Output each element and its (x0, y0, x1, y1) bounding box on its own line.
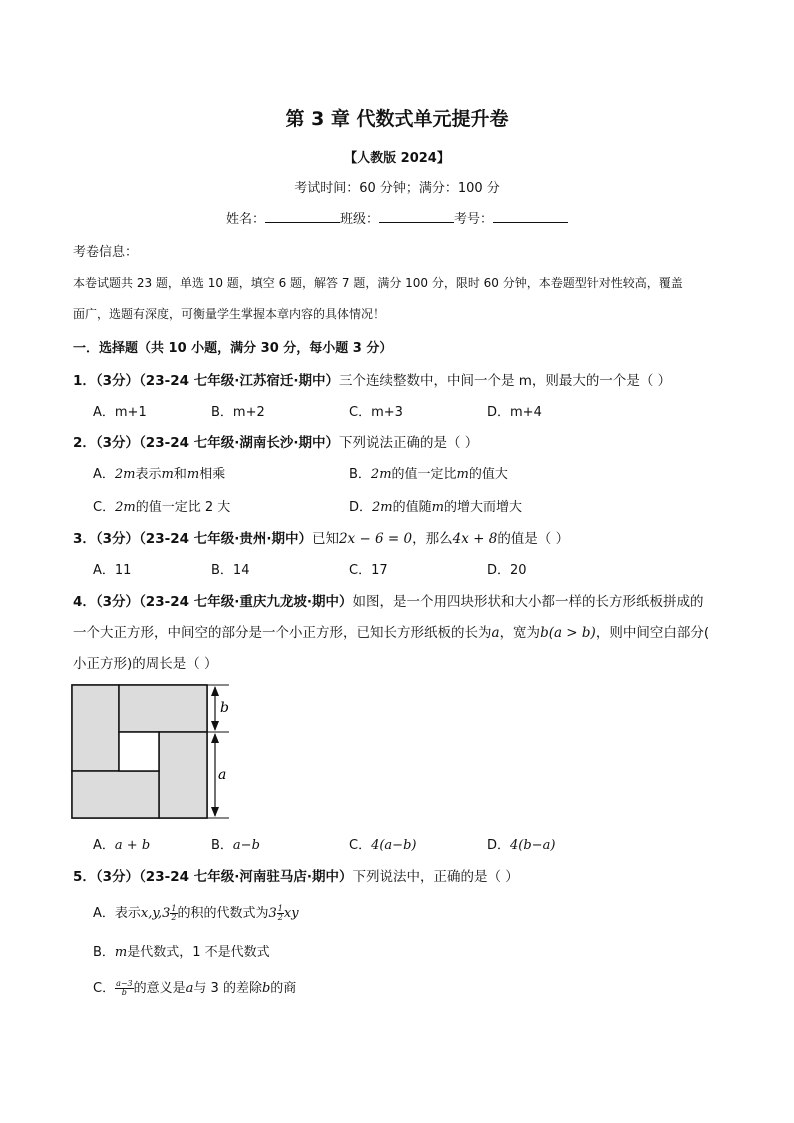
question-score: （3分） (95, 373, 140, 389)
class-blank[interactable] (379, 210, 454, 223)
arrow-down-icon (211, 807, 219, 817)
question-2 (73, 431, 478, 451)
question-4-line-2: 一个大正方形，中间空的部分是一个小正方形，已知长方形纸板的长为a，宽为b(a > b)，则中间空白部分( (73, 625, 710, 641)
student-id-line (0, 208, 794, 227)
question-score: （3分） (95, 531, 140, 547)
q2-option-a[interactable]: A．2m表示m和m相乘 (93, 467, 226, 482)
section-heading: 一．选择题（共 10 小题，满分 30 分，每小题 3 分） (73, 341, 393, 356)
question-source: （23-24 七年级·贵州·期中） (139, 531, 312, 547)
rect-top-left (72, 685, 119, 771)
q4-option-d[interactable]: D．4(b−a) (487, 838, 556, 853)
arrow-down-icon (211, 721, 219, 731)
rect-top-right (119, 685, 207, 732)
equation: 2x − 6 = 0 (338, 531, 413, 547)
expression: 4x + 8 (452, 531, 498, 547)
question-5 (73, 865, 519, 885)
question-number: 4． (73, 594, 96, 610)
question-1 (73, 369, 671, 389)
q4-option-b[interactable]: B．a−b (211, 838, 260, 853)
name-label: 姓名： (225, 212, 265, 227)
page-title: 第 3 章 代数式单元提升卷 (285, 108, 509, 130)
q5-option-c[interactable]: C． $\frac{a-3}{b}$ 的意义是a与 3 的差除b的商 (93, 979, 297, 997)
inner-square (119, 732, 159, 771)
question-number: 1． (73, 373, 96, 389)
question-number: 3． (73, 531, 96, 547)
q2-option-b[interactable]: B．2m的值一定比m的值大 (349, 467, 508, 482)
question-4: 4．（3分）（23-24 七年级·重庆九龙坡·期中）如图，是一个用四块形状和大小都一样的长方形纸板拼成的 (73, 594, 704, 610)
q3-option-b[interactable]: B．14 (211, 563, 250, 578)
q3-option-a[interactable]: A．11 (93, 563, 132, 578)
rect-bottom-left (72, 771, 159, 818)
question-text: 下列说法中，正确的是（ ） (352, 869, 519, 885)
rect-bottom-right (159, 732, 207, 818)
exam-no-blank[interactable] (493, 210, 568, 223)
question-number: 5． (73, 869, 96, 885)
q1-option-d[interactable]: D．m+4 (487, 405, 542, 420)
q5-option-b[interactable]: B．m是代数式，1 不是代数式 (93, 945, 270, 960)
class-label: 班级： (339, 212, 379, 227)
q4-option-c[interactable]: C．4(a−b) (349, 838, 417, 853)
q3-option-d[interactable]: D．20 (487, 563, 527, 578)
question-text: 三个连续整数中，中间一个是 m，则最大的一个是（ ） (338, 373, 672, 389)
arrow-up-icon (211, 686, 219, 696)
arrow-up-icon (211, 733, 219, 743)
label-b: b (220, 700, 229, 716)
question-score: （3分） (95, 435, 140, 451)
info-line-2: 面广，选题有深度，可衡量学生掌握本章内容的具体情况！ (73, 307, 386, 321)
label-a: a (218, 767, 227, 783)
q2-option-d[interactable]: D．2m的值随m的增大而增大 (349, 500, 522, 515)
q1-option-b[interactable]: B．m+2 (211, 405, 265, 420)
q3-option-c[interactable]: C．17 (349, 563, 388, 578)
q4-option-a[interactable]: A．a + b (93, 838, 151, 853)
question-3: 3．（3分）（23-24 七年级·贵州·期中）已知2x − 6 = 0，那么4x + 8的值是（ ） (73, 531, 570, 547)
question-score: （3分） (95, 594, 140, 610)
exam-no-label: 考号： (454, 212, 494, 227)
name-blank[interactable] (265, 210, 340, 223)
q1-option-a[interactable]: A．m+1 (93, 405, 147, 420)
q5-option-a[interactable]: A．表示x,y,3 $\frac{1}{2}$ 的积的代数式为3 $\frac{1}{2}$ xy (93, 904, 299, 922)
info-line-1: 本卷试题共 23 题，单选 10 题，填空 6 题，解答 7 题，满分 100 分，限时 60 分钟，本卷题型针对性较高，覆盖 (73, 276, 683, 290)
exam-time: 考试时间：60 分钟；满分：100 分 (294, 181, 500, 196)
edition-label: 【人教版 2024】 (344, 151, 450, 166)
question-4-line-3: 小正方形)的周长是（ ） (73, 656, 218, 672)
square-figure (71, 684, 233, 820)
q1-option-c[interactable]: C．m+3 (349, 405, 403, 420)
q2-option-c[interactable]: C．2m的值一定比 2 大 (93, 500, 231, 515)
info-heading: 考卷信息： (73, 245, 139, 260)
question-score: （3分） (95, 869, 140, 885)
question-source: （23-24 七年级·重庆九龙坡·期中） (139, 594, 353, 610)
question-source: （23-24 七年级·湖南长沙·期中） (139, 435, 339, 451)
question-text: 下列说法正确的是（ ） (338, 435, 479, 451)
question-source: （23-24 七年级·江苏宿迁·期中） (139, 373, 339, 389)
question-number: 2． (73, 435, 96, 451)
question-source: （23-24 七年级·河南驻马店·期中） (139, 869, 353, 885)
